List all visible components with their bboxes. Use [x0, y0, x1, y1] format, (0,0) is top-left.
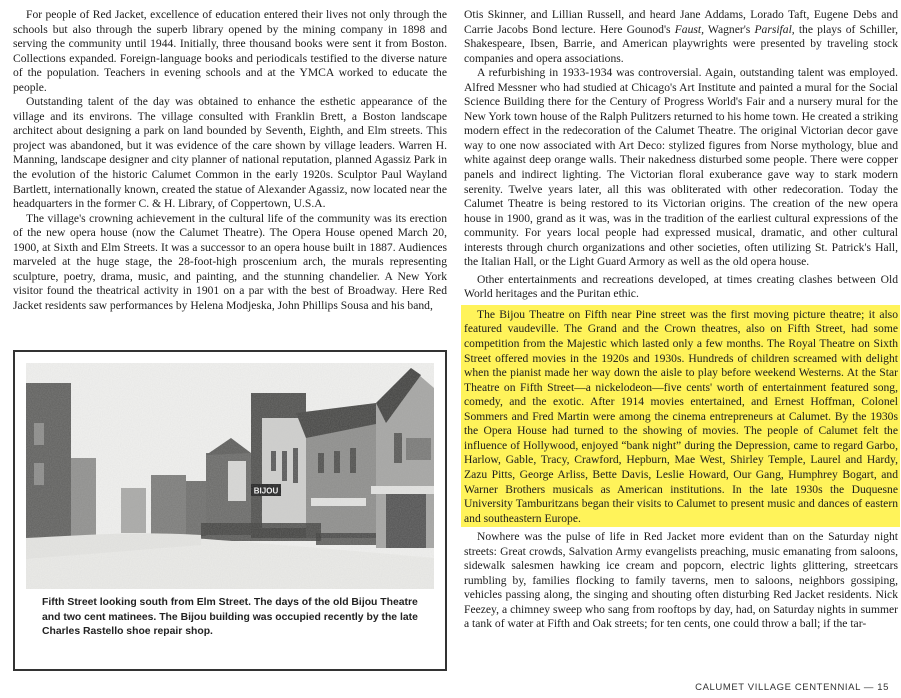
paragraph-theatres: The Bijou Theatre on Fifth near Pine street was the first moving picture theatre; it also featured vaudeville. The Grand and the Crown theatres, also on Fifth Street, had some competition from the Majestic which lasted only a few months. The Royal Theatre on Sixth Street offered movies in the 1920s and 1930s. Hundreds of children screamed with delight when the pianist made her way down the aisle to play before weekend Westerns. At the Star Theatre on Fifth Street—a nickelodeon—five cents' worth of entertainment featured song, comedy, and the exotic. After 1914 movies entertained, and Ernest Hoffman, Colonel Sommers and Fred Martin were among the cinema entrepreneurs at Calumet. By the 1930s the Opera House had turned to the showing of movies. The people of Calumet felt the influence of Hollywood, enjoyed “bank night” during the Depression, came to regard Garbo, Harlow, Gable, Tracy, Crawford, Hepburn, Mae West, Shirley Temple, Laurel and Hardy, Zazu Pitts, George Arliss, Bette Davis, Leslie Howard, Our Gang, Humphrey Bogart, and Warner Brothers musicals as American institutions. In the late 1930s the Duquesne University Tamburitzans began their visits to Calumet to present music and dances of eastern and southeastern Europe. [464, 307, 898, 525]
photo-figure [13, 350, 447, 671]
paragraph-saturday-nights: Nowhere was the pulse of life in Red Jacket more evident than on the Saturday night streets: Great crowds, Salvation Army evangelists preaching, music emanating from saloons, sidewalk salesmen hawking ice cream and popcorn, electric lights glittering, streetcars rumbling by, families flocking to family taverns, men to saloons, neighbors gossiping, vehicles passing along, the singing and shouting often disturbing Red Jacket residents. Nick Feezey, a chimney sweep who sang from rooftops by day, had, on Saturday nights in summer a tank of water at Fifth and Oak streets; for ten cents, one could throw a ball; if the tar- [464, 530, 898, 631]
page-footer: CALUMET VILLAGE CENTENNIAL — 15 [695, 682, 889, 693]
paragraph-performers: Otis Skinner, and Lillian Russell, and heard Jane Addams, Lorado Taft, Eugene Debs and Carrie Jacobs Bond lecture. Here Gounod's Faust, Wagner's Parsifal, the plays of Schiller, Shakespeare, Ibsen, Barrie, and American playwrights were presented by traveling stock companies and opera associations. [464, 8, 899, 65]
fifth-street-snow-photo [26, 363, 434, 589]
photo-caption: Fifth Street looking south from Elm Street. The days of the old Bijou Theatre and two cent matinees. The Bijou building was occupied recently by the late Charles Rastello shoe repair shop. [42, 597, 418, 637]
street-photo [26, 363, 434, 589]
paragraph-opera-house: The village's crowning achievement in the cultural life of the community was its erection of the new opera house (now the Calumet Theatre). The Opera House opened March 20, 1900, at Sixth and Elm Streets. It was a successor to an opera house built in 1887. Audiences marveled at the huge stage, the 28-foot-high proscenium arch, the murals representing sculpture, poetry, drama, music, and painting, and the stunning chandelier. A New York visitor found the theatrical activity in 1901 on a par with the best of Broadway. Here Red Jacket residents saw performances by Helena Modjeska, John Phillips Sousa and his band, [13, 211, 447, 312]
paragraph-entertainments: Other entertainments and recreations developed, at times creating clashes between Old World heritages and the Puritan ethic. [464, 272, 898, 301]
right-text-column [464, 8, 898, 632]
paragraph-refurbishing: A refurbishing in 1933-1934 was controversial. Again, outstanding talent was employed. Alfred Messner who had studied at Chicago's Art Institute and painted a mural for the Social Science Building there for the Century of Progress World's Fair and a nursery mural for the New York town house of the Ralph Pulitzers returned to his home town. He created a striking modern effect in the redecoration of the Calumet Theatre. The original Victorian decor gave way to one now associated with Art Deco: stylized figures from Norse mythology, blue and white against deep orange walls. Their nakedness disturbed some people. There were copper panels and indirect lighting. The Victorian floral exuberance gave way to stark modern serenity. Twelve years later, all this was obliterated with other redecoration. Today the Calumet Theatre is being restored to its Victorian origins. The creation of the new opera house in 1900, grand as it was, was in the tradition of the earliest cultural expressions of the community. For years local people had expressed musical, dramatic, and other cultural interests through church organizations and other societies, often utilizing St. Patrick's Hall, the Italian Hall, or the Light Guard Armory as well as the old opera house. [464, 66, 898, 269]
left-text-column [13, 8, 447, 313]
title-faust: Faust, [674, 22, 705, 36]
paragraph-education: For people of Red Jacket, excellence of education entered their lives not only through the schools but also through the superb library opened by the mining company in 1898 and serving the community until 1944. Initially, three thousand books were sent it from Boston. Collections expanded. Foreign-language books and periodicals testified to the diverse nature of the population. Teachers in evening schools and at the YMCA worked to educate the people. [13, 8, 447, 94]
paragraph-esthetic-talent: Outstanding talent of the day was obtained to enhance the esthetic appearance of the village and its environs. The village consulted with Franklin Brett, a Boston landscape architect about designing a park on land bounded by Seventh, Eighth, and Elm streets. This project was abandoned, but it was evidence of the care shown by village leaders. Warren H. Manning, landscape designer and city planner of national reputation, planned Agassiz Park in the evolution of the historic Calumet Common in the early 1920s. Sculptor Paul Wayland Bartlett, internationally known, created the statue of Alexander Agassiz, now located near the headquarters in the former C. & H. Library, of Coppertown, U.S.A. [13, 95, 447, 211]
highlighted-passage [461, 305, 900, 527]
title-parsifal: Parsifal, [754, 22, 795, 36]
